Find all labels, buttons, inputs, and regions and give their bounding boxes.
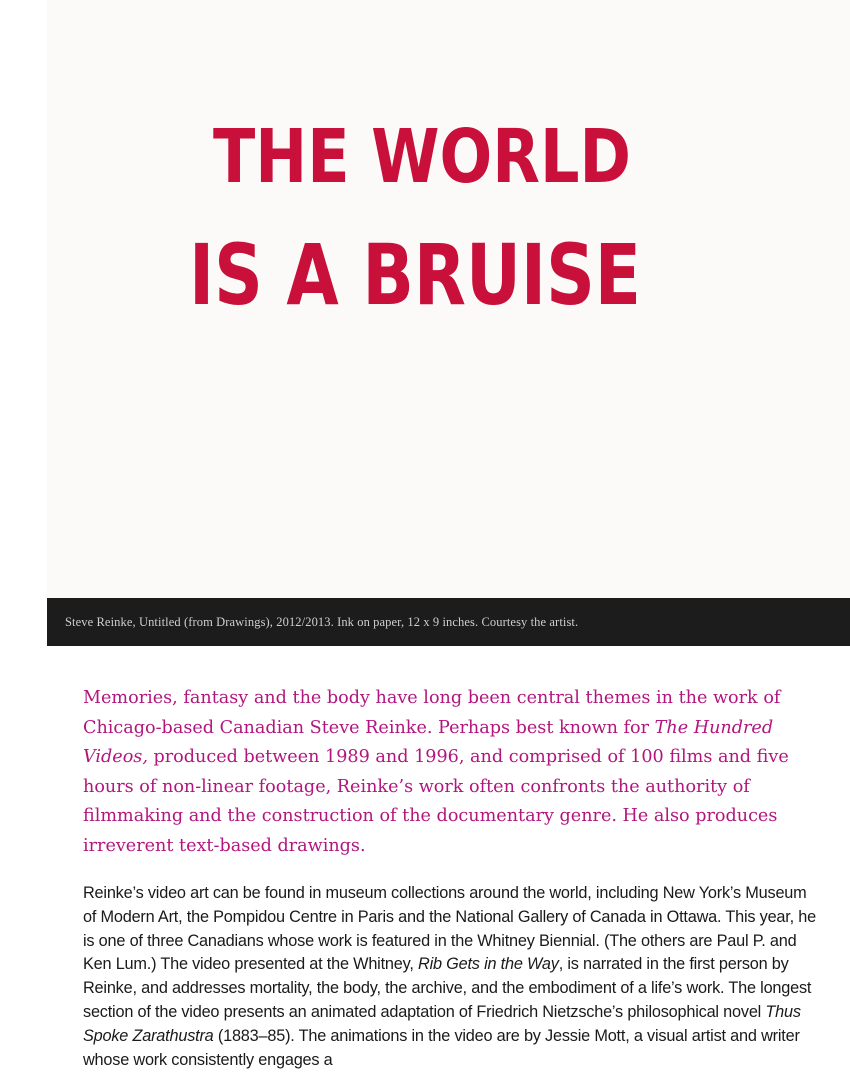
caption-bar xyxy=(47,598,850,646)
image-caption: Steve Reinke, Untitled (from Drawings), 2012/2013. Ink on paper, 12 x 9 inches. Courtesy the artist. xyxy=(65,614,579,629)
lead-paragraph xyxy=(83,684,803,862)
body-paragraph xyxy=(83,882,823,1072)
body-title-zarathustra: Thus Spoke Zarathustra xyxy=(83,1002,801,1045)
body-text-1: Reinke’s video art can be found in museum collections around the world, including New York’s Museum of Modern Art, the Pompidou Centre in Paris and the National Gallery of Canada in Ottawa. This year, he is one of three Canadians whose work is featured in the Whitney Biennial. (The others are Paul P. and Ken Lum.) The video presented at the Whitney, xyxy=(83,884,816,974)
body-title-rib-gets-in-the-way: Rib Gets in the Way xyxy=(418,955,559,974)
lead-text-1: Memories, fantasy and the body have long been central themes in the work of Chicago-based Canadian Steve Reinke. Perhaps best known for xyxy=(83,688,781,738)
lead-title-hundred-videos: The Hundred Videos, xyxy=(83,717,774,768)
artwork-drawing xyxy=(47,0,850,598)
artwork-line-2: IS A BRUISE xyxy=(189,226,641,324)
artwork-image xyxy=(47,0,850,598)
body-text-2: , is narrated in the first person by Reinke, and addresses mortality, the body, the archive, and the embodiment of a life’s work. The longest section of the video presents an animated adaptation of Friedrich Nietzsche’s philosophical novel xyxy=(83,955,812,1021)
lead-text-2: produced between 1989 and 1996, and comprised of 100 films and five hours of non-linear footage, Reinke’s work often confronts the authority of filmmaking and the construction of the documentary genre. He also produces irreverent text-based drawings. xyxy=(83,747,789,856)
body-text-3: (1883–85). The animations in the video are by Jessie Mott, a visual artist and writer whose work consistently engages a xyxy=(83,1026,800,1069)
artwork-line-1: THE WORLD xyxy=(213,114,631,200)
